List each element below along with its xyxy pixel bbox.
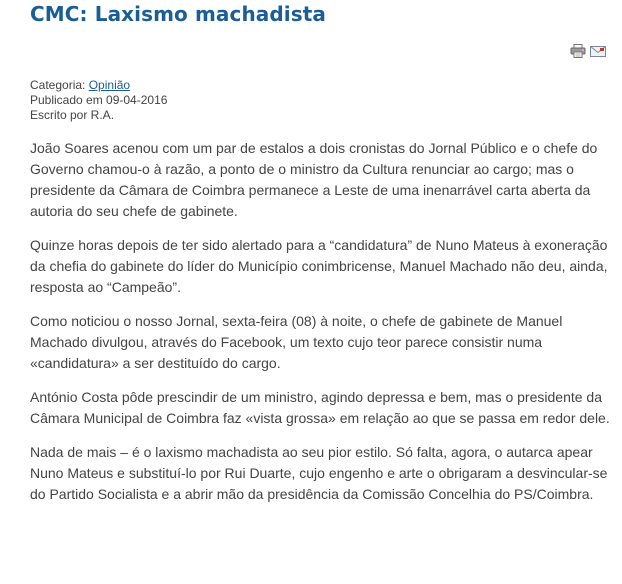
paragraph-3: Como noticiou o nosso Jornal, sexta-feira (08) à noite, o chefe de gabinete de Manuel Machado divulgou, através do Facebook, um texto cujo teor parece consistir numa «candidatura» a ser destituído do cargo. [30, 313, 563, 371]
article-title: CMC: Laxismo machadista [30, 2, 327, 26]
article-body [30, 138, 610, 518]
email-icon[interactable] [590, 44, 606, 58]
category-line [30, 78, 167, 93]
category-label: Categoria: [30, 78, 86, 92]
article-tools [570, 44, 606, 58]
article-meta [30, 78, 167, 123]
published-date: Publicado em 09-04-2016 [30, 93, 168, 107]
paragraph-2: Quinze horas depois de ter sido alertado para a “candidatura” de Nuno Mateus à exoneração da chefia do gabinete do líder do Município conimbricense, Manuel Machado não deu, ainda, resposta ao “Campeão”. [30, 237, 608, 295]
paragraph-5: Nada de mais – é o laxismo machadista ao seu pior estilo. Só falta, agora, o autarca apear Nuno Mateus e substituí-lo por Rui Duarte, cujo engenho e arte o obrigaram a desvincular-se do Partido Socialista e a abrir mão da presidência da Comissão Concelhia do PS/Coimbra. [30, 444, 608, 502]
paragraph-1: João Soares acenou com um par de estalos a dois cronistas do Jornal Público e o chefe do Governo chamou-o à razão, a ponto de o ministro da Cultura renunciar ao cargo; mas o presidente da Câmara de Coimbra permanece a Leste de uma inenarrável carta aberta da autoria do seu chefe de gabinete. [30, 140, 598, 219]
paragraph-4: António Costa pôde prescindir de um ministro, agindo depressa e bem, mas o presidente da Câmara Municipal de Coimbra faz «vista grossa» em relação ao que se passa em redor dele. [30, 389, 610, 426]
print-icon[interactable] [570, 44, 586, 58]
category-link[interactable]: Opinião [88, 78, 131, 92]
author-line: Escrito por R.A. [30, 108, 115, 122]
